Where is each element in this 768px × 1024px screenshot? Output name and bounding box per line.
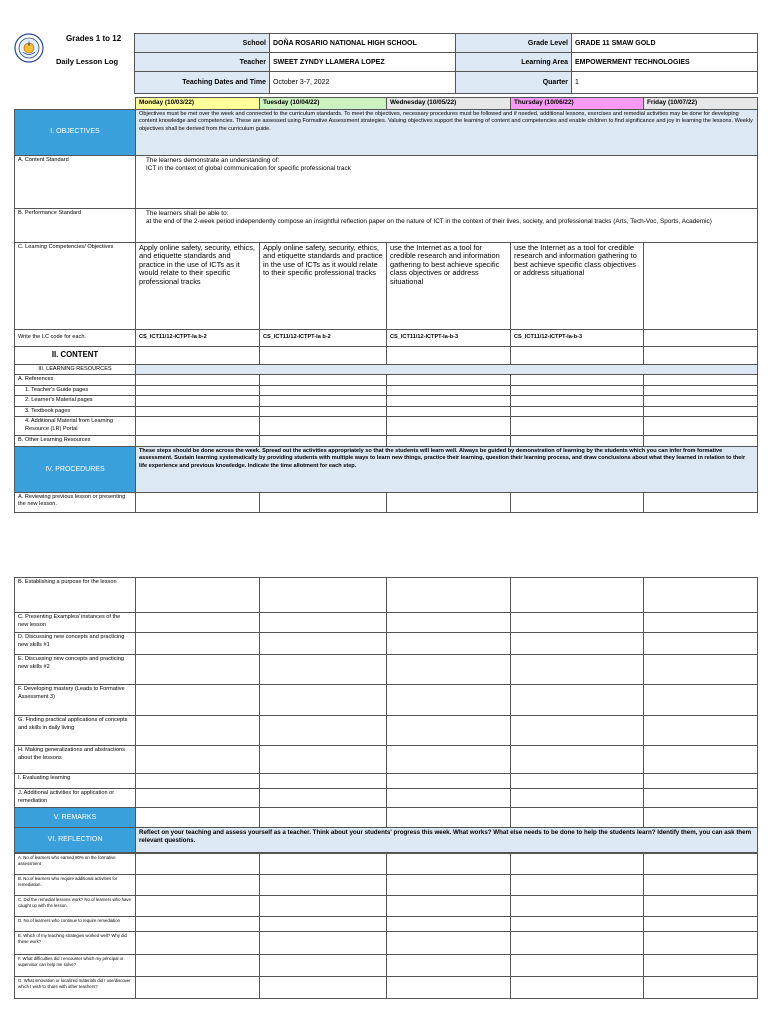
- additional-material-label: 4. Additional Material from Learning Resource (LR) Portal: [15, 417, 136, 436]
- day-friday: Friday (10/07/22): [644, 98, 758, 110]
- lesson-table-page-1: [14, 97, 758, 513]
- reflection-heading: VI. REFLECTION: [15, 828, 136, 853]
- dll-title: Daily Lesson Log: [56, 57, 119, 66]
- teacher-value: SWEET ZYNDY LLAMERA LOPEZ: [270, 53, 456, 72]
- reflection-e-label: E. Which of my teaching strategies worked well? Why did these work?: [15, 932, 136, 955]
- page-1: [14, 33, 757, 513]
- content-standard-text: [136, 155, 758, 208]
- lc-code-monday: CS_ICT11/12-ICTPT-Ia b-2: [136, 329, 260, 346]
- competency-monday: Apply online safety, security, ethics, and etiquette standards and practice in the use of ICTs as it would relate to their specific professional tracks: [136, 242, 260, 329]
- competencies-label: C. Learning Competencies/ Objectives: [15, 242, 136, 329]
- reflection-table: [14, 853, 758, 999]
- reflection-c-label: C. Did the remedial lessons work? No.of learners who have caught up with the lesson.: [15, 896, 136, 917]
- performance-standard-line1: The learners shall be able to:: [146, 209, 229, 217]
- procedure-j-label: J. Additional activities for application or remediation: [15, 789, 136, 808]
- lc-code-wednesday: CS_ICT11/12-ICTPT-Ia-b-3: [387, 329, 511, 346]
- school-label: School: [135, 34, 270, 53]
- grade-level-value: GRADE 11 SMAW GOLD: [572, 34, 758, 53]
- day-monday: Monday (10/03/22): [136, 98, 260, 110]
- other-resources-label: B. Other Learning Resources: [15, 436, 136, 447]
- quarter-value: 1: [572, 72, 758, 94]
- content-standard-line1: The learners demonstrate an understanding of:: [146, 156, 280, 164]
- days-row: [15, 98, 758, 110]
- lc-code-tuesday: CS_ICT11/12-ICTPT-Ia b-2: [260, 329, 387, 346]
- content-standard-line2: ICT in the context of global communication for specific professional track: [146, 165, 351, 173]
- deped-seal-icon: [14, 33, 44, 63]
- dates-value: October 3-7, 2022: [270, 72, 456, 94]
- content-standard-label: A. Content Standard: [15, 155, 136, 208]
- remarks-heading: V. REMARKS: [15, 808, 136, 828]
- references-label: A. References: [15, 375, 136, 386]
- day-tuesday: Tuesday (10/04/22): [260, 98, 387, 110]
- lesson-table-page-2: [14, 577, 758, 853]
- reflection-a-label: A. No.of learners who earned 80% on the formative assessment: [15, 854, 136, 875]
- performance-standard-line2: at the end of the 2-week period independently compose an insightful reflection paper on the nature of ICT in the context of their lives, society, and professional tracks (Arts, Tech-Voc, Sports, Academic): [146, 218, 712, 226]
- procedure-b-label: B. Establishing a purpose for the lesson: [15, 578, 136, 613]
- learning-area-value: EMPOWERMENT TECHNOLOGIES: [572, 53, 758, 72]
- lc-code-friday: [644, 329, 758, 346]
- dates-label: Teaching Dates and Time: [135, 72, 270, 94]
- teacher-label: Teacher: [135, 53, 270, 72]
- procedures-note: These steps should be done across the week. Spread out the activities appropriately so that the students will learn well. Always be guided by demonstration of learning by the students which you can infer from formative assessment. Sustain learning systematically by providing students with multiple ways to learn new things, practice their learning, question their learning process, and draw conclusions about what they learned in relation to their life experience and previous knowledge. Indicate the time allotment for each step.: [136, 446, 758, 492]
- reflection-b-label: B. No.of learners who require additional activities for remediation.: [15, 875, 136, 896]
- learning-resources-heading: III. LEARNING RESOURCES: [15, 364, 136, 375]
- performance-standard-label: B. Performance Standard: [15, 208, 136, 242]
- grades-label: Grades 1 to 12: [66, 34, 122, 43]
- reflection-f-label: F. What difficulties did I encounter which my principal or supervisor can help me solve?: [15, 955, 136, 977]
- teachers-guide-label: 1. Teacher's Guide pages: [15, 385, 136, 396]
- procedure-d-label: D. Discussing new concepts and practicing new skills #1: [15, 633, 136, 655]
- competency-wednesday: use the Internet as a tool for credible research and information gathering to best achieve specific class objectives or address situational: [387, 242, 511, 329]
- day-wednesday: Wednesday (10/05/22): [387, 98, 511, 110]
- grade-level-label: Grade Level: [456, 34, 572, 53]
- learning-area-label: Learning Area: [456, 53, 572, 72]
- learners-material-label: 2. Learner's Material pages: [15, 396, 136, 407]
- content-heading: II. CONTENT: [15, 346, 136, 364]
- objectives-note: Objectives must be met over the week and connected to the curriculum standards. To meet the objectives, necessary procedures must be followed and if needed, additional lessons, exercises and remedial activities may be done for developing content knowledge and competencies. These are assessed using Formative Assessment strategies. Valuing objectives support the learning of content and competencies and enable children to find significance and joy in learning the lessons. Weekly objectives shall be derived from the curriculum guide.: [136, 109, 758, 155]
- procedure-h-label: H. Making generalizations and abstractions about the lessons: [15, 746, 136, 774]
- procedure-g-label: G. Finding practical applications of concepts and skills in daily living: [15, 716, 136, 746]
- school-value: DOÑA ROSARIO NATIONAL HIGH SCHOOL: [270, 34, 456, 53]
- procedure-e-label: E. Discussing new concepts and practicing new skills #2: [15, 655, 136, 685]
- page-header: [14, 33, 757, 97]
- lc-code-thursday: CS_ICT11/12-ICTPT-Ia-b-3: [511, 329, 644, 346]
- procedure-i-label: I. Evaluating learning: [15, 774, 136, 789]
- quarter-label: Quarter: [456, 72, 572, 94]
- procedure-f-label: F. Developing mastery (Leads to Formative Assessment 3): [15, 685, 136, 716]
- performance-standard-text: [136, 208, 758, 242]
- page-2: [14, 577, 757, 999]
- procedure-c-label: C. Presenting Examples/ instances of the new lesson: [15, 613, 136, 633]
- competency-friday: [644, 242, 758, 329]
- reflection-note: Reflect on your teaching and assess yourself as a teacher. Think about your students' progress this week. What works? What else needs to be done to help the students learn? Identify them, you can ask them relevant questions.: [136, 828, 758, 853]
- competency-thursday: use the Internet as a tool for credible research and information gathering to best achieve specific class objectives or address situational: [511, 242, 644, 329]
- procedure-a-label: A. Reviewing previous lesson or presenting the new lesson.: [15, 492, 136, 512]
- reflection-d-label: D. No.of learners who continue to require remediation: [15, 917, 136, 932]
- competency-tuesday: Apply online safety, security, ethics, and etiquette standards and practice in the use of ICTs as it would relate to their specific professional tracks: [260, 242, 387, 329]
- procedures-heading: IV. PROCEDURES: [15, 446, 136, 492]
- objectives-heading: I. OBJECTIVES: [15, 109, 136, 155]
- textbook-label: 3. Textbook pages: [15, 406, 136, 417]
- day-thursday: Thursday (10/06/22): [511, 98, 644, 110]
- reflection-g-label: G. What innovation or localized materials did I use/discover which I wish to share with other teachers?: [15, 977, 136, 999]
- lc-code-label: Write the LC code for each.: [15, 329, 136, 346]
- info-table: [134, 33, 758, 94]
